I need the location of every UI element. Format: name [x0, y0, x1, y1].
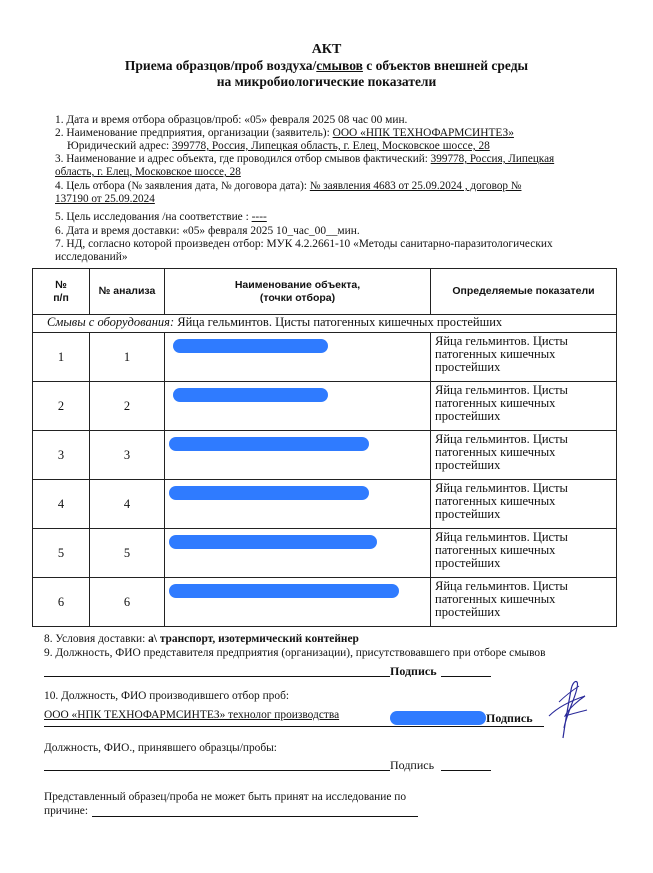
samples-table	[32, 268, 617, 627]
field-6-delivery-date: 6. Дата и время доставки: «05» февраля 2025 10_час_00__мин.	[55, 225, 360, 237]
field-9-line	[44, 676, 390, 677]
field-label: 4. Цель отбора (№ заявления дата, № договора дата):	[55, 180, 310, 192]
field-7-regulation-cont: исследований»	[55, 251, 128, 263]
header-label: № п/п	[53, 278, 69, 304]
cell-text: 1	[57, 349, 65, 364]
cell-object	[165, 382, 431, 431]
redacted-object	[169, 535, 377, 549]
cell-object	[165, 480, 431, 529]
cell-num	[33, 578, 90, 627]
field-11-receiver: Должность, ФИО., принявшего образцы/пробы:	[44, 742, 277, 754]
header-label: Наименование объекта, (точки отбора)	[234, 278, 361, 304]
cell-text: 4	[57, 496, 65, 511]
redacted-name	[390, 711, 486, 725]
subtitle-underlined: смывов	[316, 58, 363, 73]
cell-analysis	[90, 333, 165, 382]
field-value: ----	[251, 211, 267, 223]
cell-text: 1	[123, 349, 131, 364]
field-4-purpose-cont: 137190 от 25.09.2024	[55, 193, 155, 205]
section-value: Яйца гельминтов. Цисты патогенных кишечных простейших	[177, 315, 503, 329]
section-row	[33, 315, 617, 333]
cell-text: 3	[123, 447, 131, 462]
cell-analysis	[90, 578, 165, 627]
cell-text: 2	[123, 398, 131, 413]
redacted-object	[173, 388, 328, 402]
field-9-representative: 9. Должность, ФИО представителя предприятия (организации), присутствовавшего при отборе смывов	[44, 647, 546, 659]
cell-num	[33, 382, 90, 431]
redacted-object	[173, 339, 328, 353]
cell-text: 6	[123, 594, 131, 609]
table-row	[33, 480, 617, 529]
header-analysis	[90, 269, 165, 315]
cell-text: Яйца гельминтов. Цисты патогенных кишечных простейших	[435, 432, 568, 472]
table-body	[33, 333, 617, 627]
cell-text: Яйца гельминтов. Цисты патогенных кишечных простейших	[435, 579, 568, 619]
field-12-line	[92, 816, 418, 817]
document-title: АКТ	[311, 42, 342, 57]
field-value: ООО «НПК ТЕХНОФАРМСИНТЕЗ»	[332, 127, 514, 139]
field-4-purpose	[55, 180, 521, 192]
field-10-sampler-value: ООО «НПК ТЕХНОФАРМСИНТЕЗ» технолог производства	[44, 709, 340, 721]
header-object	[165, 269, 431, 315]
cell-text: Яйца гельминтов. Цисты патогенных кишечных простейших	[435, 530, 568, 570]
field-11-sign-line	[441, 770, 491, 771]
field-11-sign-label: Подпись	[390, 758, 435, 772]
redacted-object	[169, 584, 399, 598]
table-header-row	[33, 269, 617, 315]
cell-text: 2	[57, 398, 65, 413]
cell-indicator	[431, 333, 617, 382]
cell-object	[165, 578, 431, 627]
header-label: Определяемые показатели	[452, 285, 595, 297]
cell-indicator	[431, 578, 617, 627]
document-subtitle-2: на микробиологические показатели	[216, 74, 437, 89]
table-row	[33, 382, 617, 431]
field-11-line	[44, 770, 390, 771]
cell-object	[165, 431, 431, 480]
field-value: 399778, Россия, Липецкая область, г. Елец, Московское шоссе, 28	[172, 140, 490, 152]
header-indicators	[431, 269, 617, 315]
field-2-legal-address	[67, 140, 490, 152]
table-row	[33, 578, 617, 627]
field-7-regulation: 7. НД, согласно которой произведен отбор: МУК 4.2.2661-10 «Методы санитарно-паразитологических	[55, 238, 553, 250]
cell-num	[33, 431, 90, 480]
section-cell	[33, 315, 617, 333]
cell-text: 6	[57, 594, 65, 609]
field-5-research-goal	[55, 211, 267, 223]
section-label: Смывы с оборудования:	[47, 315, 178, 329]
cell-num	[33, 480, 90, 529]
cell-indicator	[431, 431, 617, 480]
cell-analysis	[90, 480, 165, 529]
field-12-rejection: Представленный образец/проба не может быть принят на исследование по	[44, 791, 407, 803]
field-3-object-address-cont: область, г. Елец, Московское шоссе, 28	[55, 166, 241, 178]
field-3-object-address	[55, 153, 554, 165]
field-10-sign-label: Подпись	[486, 711, 533, 725]
cell-analysis	[90, 529, 165, 578]
cell-analysis	[90, 382, 165, 431]
table-row	[33, 529, 617, 578]
cell-text: 3	[57, 447, 65, 462]
field-value: а\ транспорт, изотермический контейнер	[148, 633, 359, 645]
cell-text: Яйца гельминтов. Цисты патогенных кишечных простейших	[435, 481, 568, 521]
field-1-sampling-date: 1. Дата и время отбора образцов/проб: «05» февраля 2025 08 час 00 мин.	[55, 114, 408, 126]
field-label: 3. Наименование и адрес объекта, где проводился отбор смывов фактический:	[55, 153, 431, 165]
cell-indicator	[431, 382, 617, 431]
field-label: 5. Цель исследования /на соответствие :	[55, 211, 252, 223]
field-9-sign-label: Подпись	[390, 664, 437, 678]
cell-indicator	[431, 480, 617, 529]
field-8-delivery-conditions	[44, 633, 359, 645]
cell-num	[33, 529, 90, 578]
field-10-sampler: 10. Должность, ФИО производившего отбор проб:	[44, 690, 290, 702]
field-9-sign-line	[441, 676, 491, 677]
cell-object	[165, 333, 431, 382]
field-label: Юридический адрес:	[67, 140, 173, 152]
signature-icon	[535, 676, 595, 740]
field-2-applicant	[55, 127, 514, 139]
table-row	[33, 333, 617, 382]
field-10-line	[44, 726, 544, 727]
cell-indicator	[431, 529, 617, 578]
table-row	[33, 431, 617, 480]
subtitle-part: Приема образцов/проб воздуха/	[124, 58, 317, 73]
redacted-object	[169, 486, 369, 500]
header-num	[33, 269, 90, 315]
document-subtitle	[0, 58, 653, 74]
subtitle-part: с объектов внешней среды	[362, 58, 529, 73]
field-label: 2. Наименование предприятия, организации (заявитель):	[55, 127, 333, 139]
cell-text: 5	[57, 545, 65, 560]
cell-text: Яйца гельминтов. Цисты патогенных кишечных простейших	[435, 383, 568, 423]
field-value: № заявления 4683 от 25.09.2024 , договор №	[309, 180, 522, 192]
cell-object	[165, 529, 431, 578]
cell-num	[33, 333, 90, 382]
cell-text: 4	[123, 496, 131, 511]
cell-text: Яйца гельминтов. Цисты патогенных кишечных простейших	[435, 334, 568, 374]
cell-analysis	[90, 431, 165, 480]
field-12-reason: причине:	[44, 805, 89, 817]
cell-text: 5	[123, 545, 131, 560]
field-value: 399778, Россия, Липецкая	[430, 153, 555, 165]
header-label: № анализа	[98, 285, 156, 297]
field-label: 8. Условия доставки:	[44, 633, 149, 645]
redacted-object	[169, 437, 369, 451]
